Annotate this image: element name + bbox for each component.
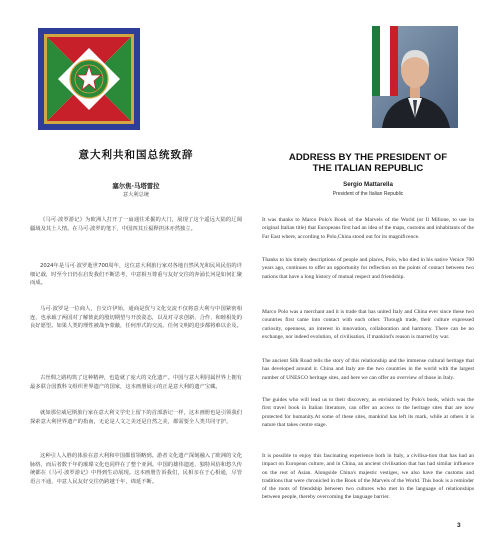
english-paragraph: Thanks to his timely descriptions of people and places, Polo, who died in his native Venice 700 years ago, continues to offer an opportunity for reflection on the points of contact between two nations that have a long history of mutual respect and friendship.	[262, 257, 474, 280]
english-signer-name: Sergio Mattarella	[343, 181, 393, 188]
portrait-photo-icon	[372, 26, 458, 128]
english-title-line-1: ADDRESS BY THE PRESIDENT OF	[288, 152, 448, 163]
chinese-paragraph: 古丝绸之路构筑了这种精神，也造就了庞大的文化遗产。中国与意大利同属世界上拥有最多联合国教科文组织世界遗产的国家，这本画册展示的正是意大利的遗产宝藏。	[30, 375, 242, 390]
chinese-paragraph: 马可·波罗是一位商人，自交许伊始，通商是贸与文化交流不仅将意大利与中国紧密相连，也承载了两国对了解彼此的殷切期望与开放姿态，以及对寻求创新、合作、和睦相处的良好愿望。如果人类的理性被战争蒙蔽，任何形式的交流、任何文明的进步都将难以企及。	[30, 306, 242, 330]
chinese-paragraph: 就如那位威尼斯旅行家在意大利文学史上留下的首部游记一样，这本画册也是引领我们探索意大利世界遗产的指南，无论是人文之美还是自然之美，都需要全人类共同守护。	[30, 410, 242, 425]
chinese-paragraph: 《马可·波罗游记》为欧洲人打开了一扇通往釆掘的大门，展现了这个遥远大陆的辽阔疆域及其土人情。在马可·波罗的笔下，中国四其丘福释担沐亦然独立。	[30, 217, 242, 232]
english-title	[262, 152, 474, 174]
page-number: 3	[457, 522, 461, 529]
english-paragraph: The ancient Silk Road tells the story of this relationship and the immense cultural heritage that has developed around it. China and Italy are the two countries in the world with the largest number of UNESCO heritage sites, and here we can offer an overview of those in Italy.	[262, 358, 474, 381]
presidential-standard-emblem	[38, 28, 140, 130]
chinese-paragraph: 2024年是马可·波罗逝世700周年，这位意大利旅行家对各地自然风光和民风民俗的详细记载，时至今日仍在启发我们不断思考，中意相互尊重与友好交往的奔涌长河是如何汇聚而成。	[30, 263, 242, 287]
president-portrait-photo	[372, 26, 458, 128]
english-paragraph: Marco Polo was a merchant and it is trade that has united Italy and China ever since these two countries first came into contact with each other. Through trade, their culture expressed curiosity, openness, an interest in innovation, collaboration and harmony. There can be no exchange, nor indeed evolution, of civilisation, if mankind's reason is marred by war.	[262, 309, 474, 340]
presidential-standard-icon	[38, 28, 140, 130]
chinese-paragraph: 这种引人入胜的体验在意大利和中国都留领略到。游者文化遗产深刻融入了欧洲的文化脉络，而后者数千年的璀璨文化也同样在了整个亚洲。中国的雄伟遗迹、独特风俗和悠久传统都在《马可·波罗游记》中得到生动展现。这本画册告诉我们，民相亲在于心相通，尽管语言不通，中意人民友好交往仍跨越千年，绵延不断。	[30, 453, 242, 485]
english-paragraph: The guides who will lead us to their discovery, as envisioned by Polo's book, which was the first travel book in Italian literature, can offer an access to the heritage sites that are now protected for humanity.At some of these sites, mankind has left its mark, while at others it is nature that takes centre stage.	[262, 397, 474, 428]
chinese-signer-role: 意大利总统	[123, 192, 149, 198]
chinese-title: 意大利共和国总统致辞	[78, 149, 194, 161]
english-signer-role: President of the Italian Republic	[332, 191, 404, 197]
english-paragraph: It was thanks to Marco Polo's Book of the Marvels of the World (or Il Milione, to use its original Italian title) that Europeans first had an idea of the maps, customs and inhabitants of the Far East where, according to Polo,China stood out for its magnificence.	[262, 217, 474, 240]
english-paragraph: It is possible to enjoy this fascinating experience both in Italy, a civilisa-tion that has had an impact on European culture, and in China, an ancient civilisation that has had similar influence on the rest of Asian. Alongside China's majestic vestiges, we also have the customs and traditions that were chronicled in the Book of the Marvels of the World. This book is a reminder of the roots of friendship between two cultures who met in the language of relationships between people, thereby overcoming the language barrier.	[262, 453, 474, 501]
chinese-signer-name: 塞尔焦·马塔雷拉	[112, 182, 160, 190]
english-title-line-2: THE ITALIAN REPUBLIC	[312, 163, 424, 174]
